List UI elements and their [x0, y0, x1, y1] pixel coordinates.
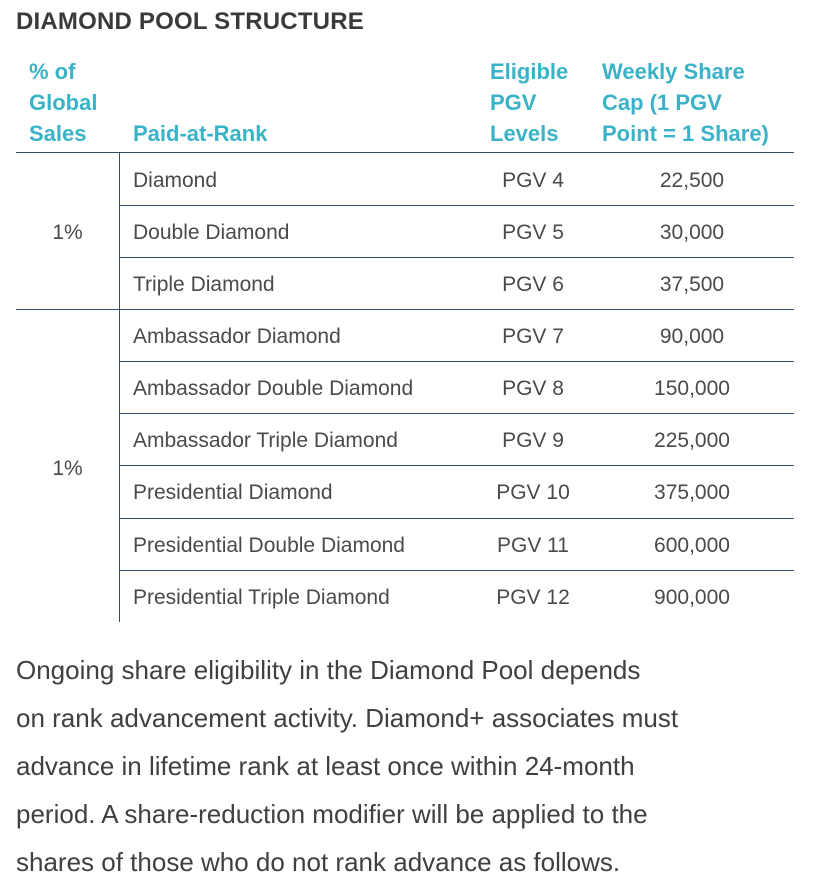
rank-cell: Ambassador Double Diamond	[133, 377, 414, 400]
table-title: DIAMOND POOL STRUCTURE	[16, 8, 364, 35]
header-eligible-pgv-levels	[490, 56, 568, 149]
cap-cell: 900,000	[654, 586, 730, 609]
header-percent-global-sales	[29, 56, 97, 149]
pgv-cell: PGV 6	[502, 273, 564, 296]
rank-cell: Ambassador Diamond	[133, 325, 341, 348]
header-line: PGV	[490, 90, 537, 115]
header-line: Weekly Share	[602, 59, 745, 84]
column-divider	[119, 152, 120, 622]
header-line: Global	[29, 90, 98, 115]
header-line: Point = 1 Share)	[602, 121, 769, 146]
cap-cell: 375,000	[654, 481, 730, 504]
pgv-cell: PGV 10	[496, 481, 570, 504]
paragraph-line: period. A share-reduction modifier will be applied to the	[16, 799, 648, 829]
pgv-cell: PGV 11	[497, 534, 569, 557]
cap-cell: 30,000	[659, 221, 725, 244]
group-percent: 1%	[52, 457, 83, 480]
pgv-cell: PGV 4	[502, 169, 564, 192]
rank-cell: Presidential Diamond	[133, 481, 333, 504]
header-weekly-share-cap	[602, 56, 769, 149]
rank-cell: Presidential Triple Diamond	[133, 586, 390, 609]
row-divider	[119, 570, 794, 571]
row-divider	[119, 257, 794, 258]
group-divider	[16, 309, 794, 310]
pgv-cell: PGV 12	[496, 586, 570, 609]
row-divider	[119, 361, 794, 362]
pgv-cell: PGV 7	[502, 325, 564, 348]
pgv-cell: PGV 8	[502, 377, 564, 400]
pgv-cell: PGV 9	[502, 429, 564, 452]
row-divider	[119, 205, 794, 206]
header-line: Cap (1 PGV	[602, 90, 722, 115]
row-divider	[119, 465, 794, 466]
rank-cell: Triple Diamond	[133, 273, 275, 296]
cap-cell: 225,000	[654, 429, 730, 452]
rank-cell: Presidential Double Diamond	[133, 534, 405, 557]
header-line: Eligible	[490, 59, 569, 84]
cap-cell: 90,000	[659, 325, 725, 348]
header-line: % of	[29, 59, 76, 84]
paragraph-line: shares of those who do not rank advance as follows.	[16, 847, 621, 877]
body-paragraph	[16, 646, 826, 886]
cap-cell: 150,000	[654, 377, 730, 400]
cap-cell: 600,000	[654, 534, 730, 557]
header-line: Sales	[29, 121, 87, 146]
header-divider	[16, 152, 794, 153]
cap-cell: 22,500	[659, 169, 725, 192]
rank-cell: Diamond	[133, 169, 218, 192]
rank-cell: Ambassador Triple Diamond	[133, 429, 398, 452]
paragraph-line: Ongoing share eligibility in the Diamond Pool depends	[16, 655, 641, 685]
rank-cell: Double Diamond	[133, 221, 290, 244]
group-percent: 1%	[52, 221, 83, 244]
cap-cell: 37,500	[659, 273, 725, 296]
header-paid-at-rank: Paid-at-Rank	[133, 121, 268, 146]
row-divider	[119, 413, 794, 414]
row-divider	[119, 518, 794, 519]
paragraph-line: on rank advancement activity. Diamond+ associates must	[16, 703, 679, 733]
header-line: Levels	[490, 121, 559, 146]
pgv-cell: PGV 5	[502, 221, 564, 244]
paragraph-line: advance in lifetime rank at least once within 24-month	[16, 751, 635, 781]
